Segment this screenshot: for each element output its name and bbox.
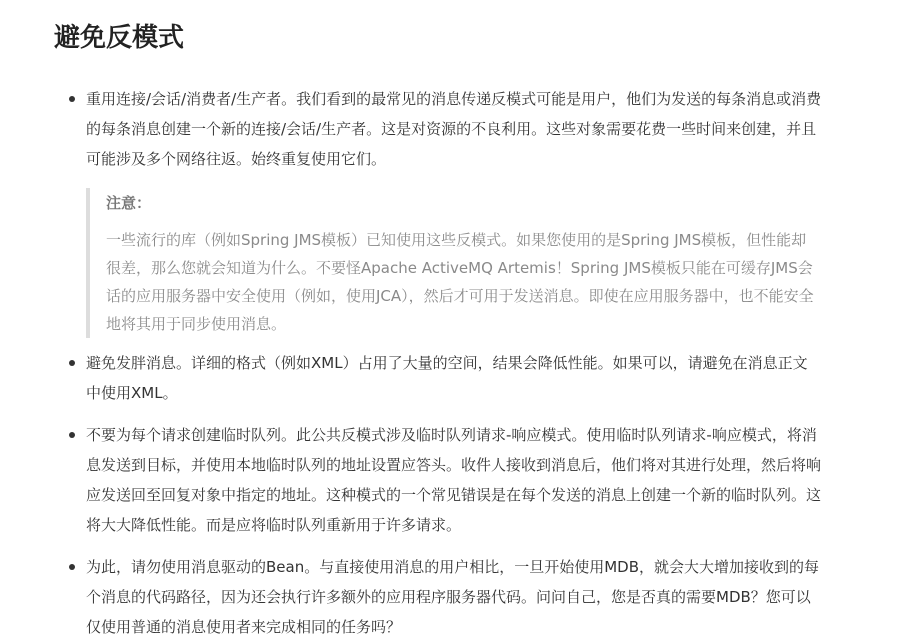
note-body: 一些流行的库（例如Spring JMS模板）已知使用这些反模式。如果您使用的是Spring JMS模板，但性能却很差，那么您就会知道为什么。不要怪Apache ActiveMQ Artemis！Spring JMS模板只能在可缓存JMS会话的应用服务器中安全使用（例如，使用JCA），然后才可用于发送消息。即使在应用服务器中，也不能安全地将其用于同步使用消息。 xyxy=(106,231,814,333)
list-item: 重用连接/会话/消费者/生产者。我们看到的最常见的消息传递反模式可能是用户，他们为发送的每条消息或消费的每条消息创建一个新的连接/会话/生产者。这是对资源的不良利用。这些对象需要花费一些时间来创建，并且可能涉及多个网络往返。始终重复使用它们。 xyxy=(86,84,822,174)
note-container xyxy=(0,188,921,338)
list-item: 为此，请勿使用消息驱动的Bean。与直接使用消息的用户相比，一旦开始使用MDB，就会大大增加接收到的每个消息的代码路径，因为还会执行许多额外的应用程序服务器代码。问问自己，您是否真的需要MDB？您可以仅使用普通的消息使用者来完成相同的任务吗？ xyxy=(86,552,822,642)
list-item: 不要为每个请求创建临时队列。此公共反模式涉及临时队列请求-响应模式。使用临时队列请求-响应模式，将消息发送到目标，并使用本地临时队列的地址设置应答头。收件人接收到消息后，他们将对其进行处理，然后将响应发送回至回复对象中指定的地址。这种模式的一个常见错误是在每个发送的消息上创建一个新的临时队列。这将大大降低性能。而是应将临时队列重新用于许多请求。 xyxy=(86,420,822,540)
note-blockquote xyxy=(86,188,816,338)
page-title: 避免反模式 xyxy=(54,23,185,53)
anti-pattern-list xyxy=(0,84,921,642)
list-item: 避免发胖消息。详细的格式（例如XML）占用了大量的空间，结果会降低性能。如果可以，请避免在消息正文中使用XML。 xyxy=(86,348,822,408)
note-title: 注意： xyxy=(106,194,152,212)
